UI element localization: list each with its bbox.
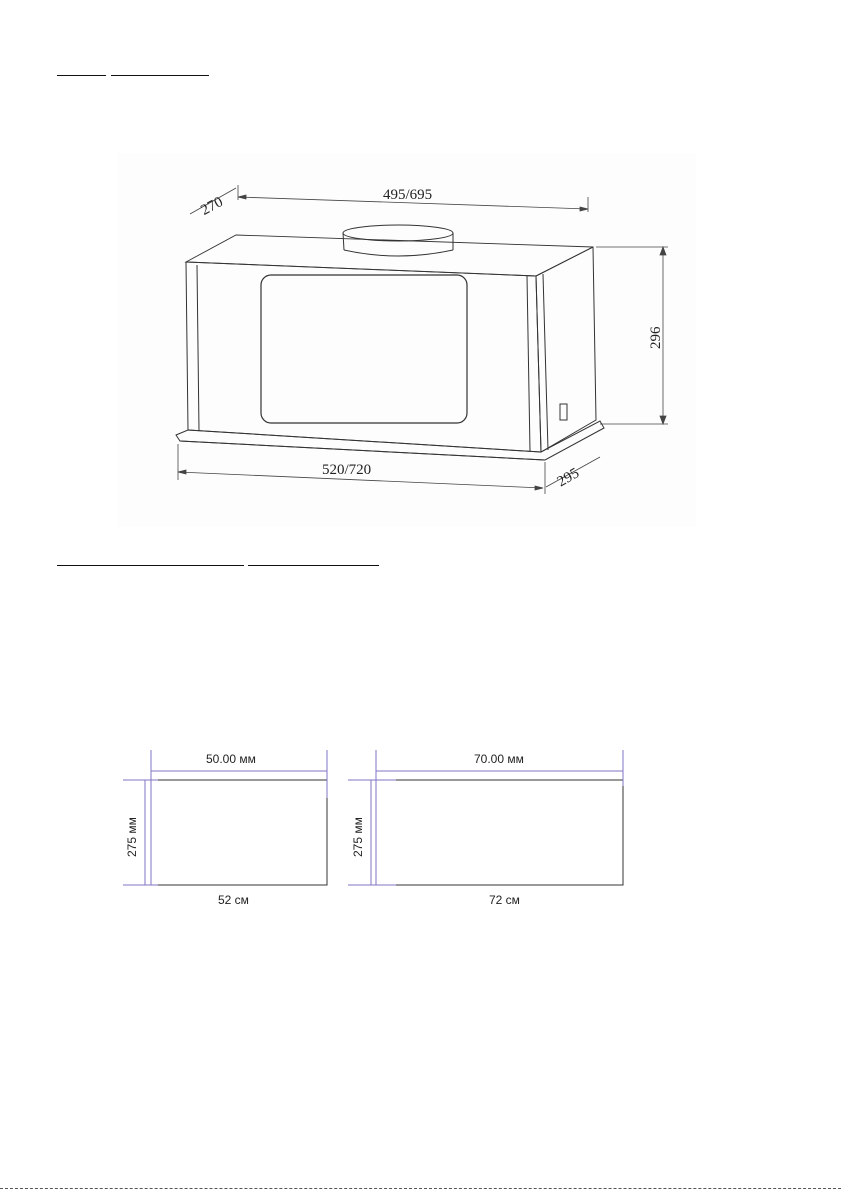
cutout-2-bottom-label: 72 см — [489, 893, 520, 907]
width-top-label: 495/695 — [383, 187, 433, 203]
depth-top-label: 270 — [198, 194, 226, 219]
height-label: 296 — [648, 326, 664, 349]
page-bottom-rule — [0, 1188, 841, 1189]
width-bottom-label: 520/720 — [322, 462, 372, 478]
cutout-70 — [348, 750, 623, 907]
cutout-diagrams — [0, 740, 841, 960]
cutout-50 — [123, 750, 327, 907]
hood-3d-drawing — [0, 0, 841, 560]
section-heading-rule-2a — [57, 565, 143, 566]
cutout-1-width-label: 50.00 мм — [206, 752, 256, 766]
section-heading-rule-2c — [248, 565, 379, 566]
cutout-1-bottom-label: 52 см — [218, 893, 249, 907]
cutout-2-width-label: 70.00 мм — [474, 752, 524, 766]
depth-bottom-label: 295 — [554, 465, 583, 491]
section-heading-rule-2b — [143, 565, 244, 566]
cutout-2-height-label: 275 мм — [351, 817, 365, 857]
cutout-1-height-label: 275 мм — [125, 817, 139, 857]
